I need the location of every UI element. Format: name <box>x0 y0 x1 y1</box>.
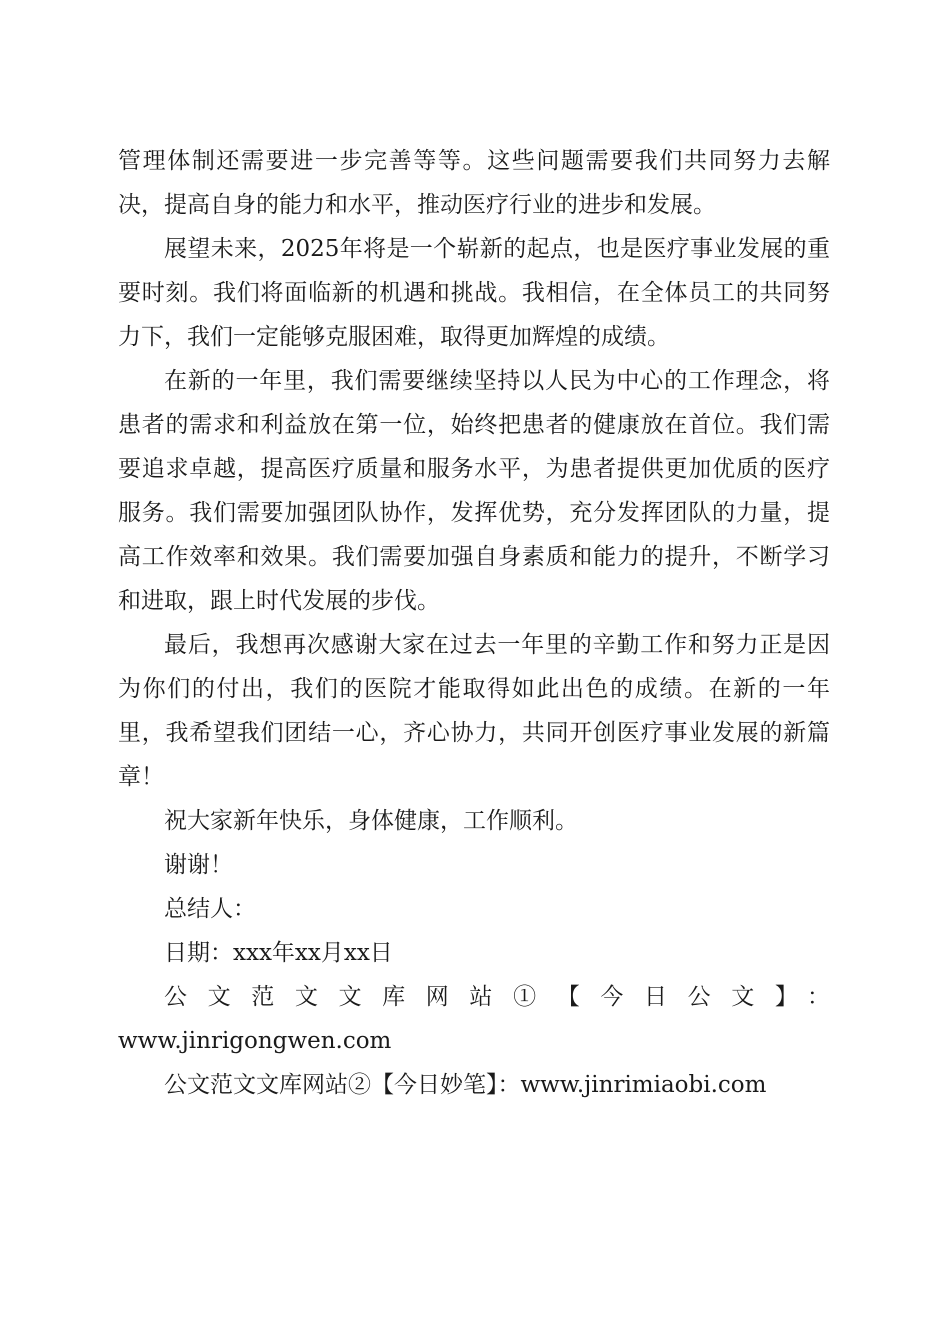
paragraph-new-year-goals: 在新的一年里，我们需要继续坚持以人民为中心的工作理念，将患者的需求和利益放在第一位，始终把患者的健康放在首位。我们需要追求卓越，提高医疗质量和服务水平，为患者提供更加优质的医疗服务。我们需要加强团队协作，发挥优势，充分发挥团队的力量，提高工作效率和效果。我们需要加强自身素质和能力的提升，不断学习和进取，跟上时代发展的步伐。 <box>118 368 830 614</box>
footer-site-1-label: 公文范文文库网站①【今日公文】： <box>164 984 830 1010</box>
footer-site-1-url: www.jinrigongwen.com <box>118 1028 392 1054</box>
summary-date: 日期：xxx年xx月xx日 <box>164 940 393 966</box>
document-body <box>118 139 830 1107</box>
paragraph-outlook: 展望未来，2025年将是一个崭新的起点，也是医疗事业发展的重要时刻。我们将面临新的机遇和挑战。我相信，在全体员工的共同努力下，我们一定能够克服困难，取得更加辉煌的成绩。 <box>118 236 830 350</box>
paragraph-continuation: 管理体制还需要进一步完善等等。这些问题需要我们共同努力去解决，提高自身的能力和水平，推动医疗行业的进步和发展。 <box>118 148 830 218</box>
footer-site-1 <box>118 975 830 1019</box>
paragraph-wishes: 祝大家新年快乐，身体健康，工作顺利。 <box>164 808 578 834</box>
paragraph-thank-you: 谢谢！ <box>164 852 233 878</box>
paragraph-thanks: 最后，我想再次感谢大家在过去一年里的辛勤工作和努力正是因为你们的付出，我们的医院才能取得如此出色的成绩。在新的一年里，我希望我们团结一心，齐心协力，共同开创医疗事业发展的新篇章！ <box>118 632 830 790</box>
footer-site-2: 公文范文文库网站②【今日妙笔】：www.jinrimiaobi.com <box>164 1072 767 1098</box>
summary-author: 总结人： <box>164 896 256 922</box>
